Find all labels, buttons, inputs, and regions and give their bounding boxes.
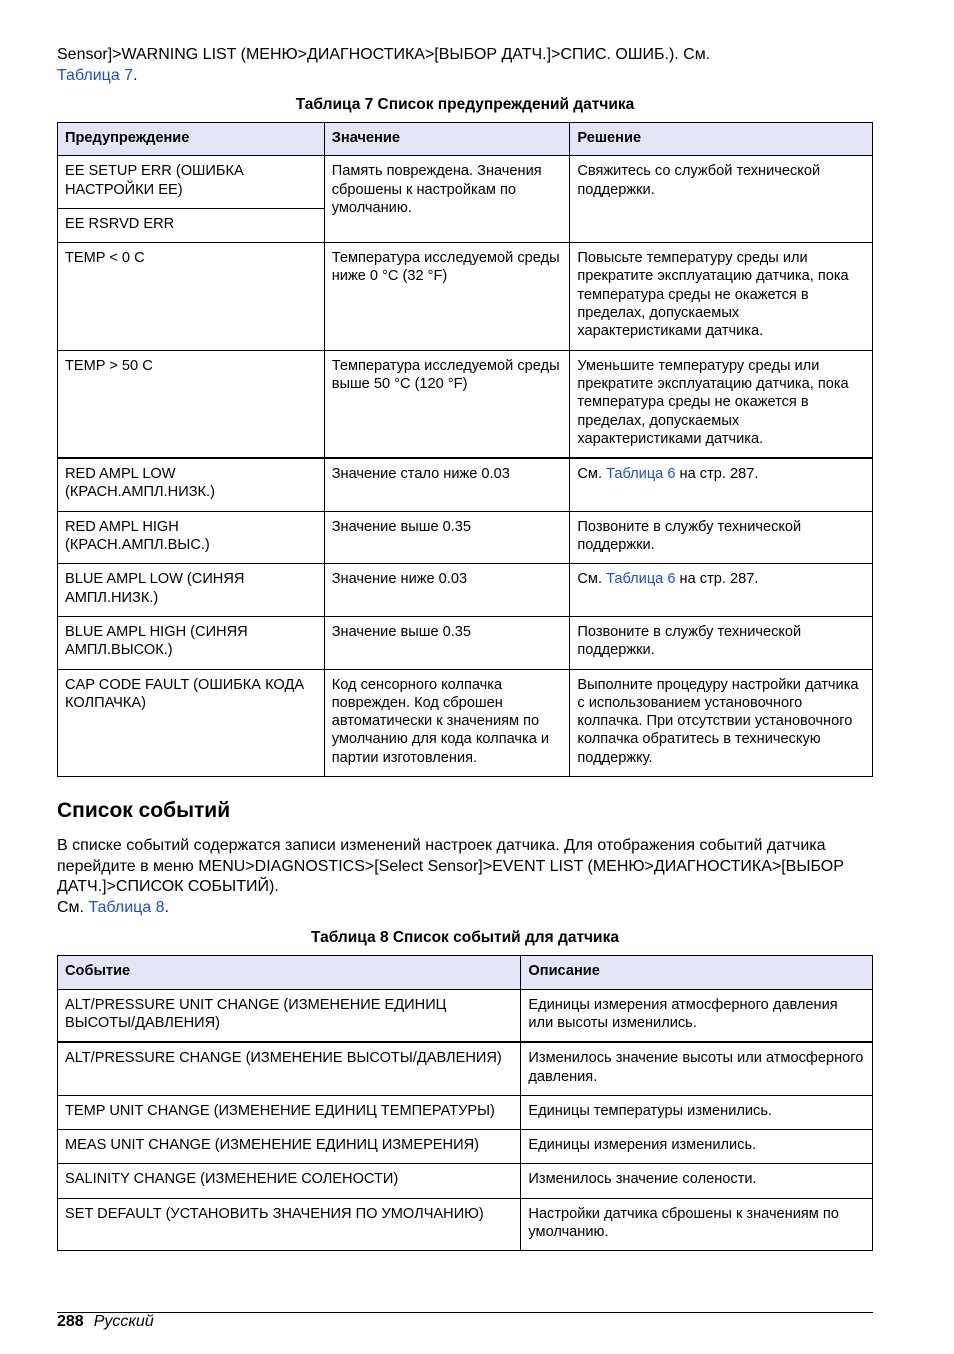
table-row: [58, 350, 873, 458]
intro-text: Sensor]>WARNING LIST (МЕНЮ>ДИАГНОСТИКА>[ВЫБОР ДАТЧ.]>СПИС. ОШИБ.). См.: [57, 46, 711, 63]
cell-event: MEAS UNIT CHANGE (ИЗМЕНЕНИЕ ЕДИНИЦ ИЗМЕРЕНИЯ): [58, 1130, 521, 1164]
table-row: [58, 1042, 873, 1095]
cell-value: Значение выше 0.35: [324, 511, 570, 564]
table-row: [58, 616, 873, 669]
cell-solution: Выполните процедуру настройки датчика с использованием установочного колпачка. При отсутствии установочного колпачка обратитесь в техническую поддержку.: [570, 669, 873, 776]
cell-solution: Свяжитесь со службой технической поддержки.: [570, 156, 873, 243]
events-text: В списке событий содержатся записи изменений настроек датчика. Для отображения событий датчика перейдите в меню MENU>DIAGNOSTICS>[Select Sensor]>EVENT LIST (МЕНЮ>ДИАГНОСТИКА>[ВЫБОР ДАТЧ.]>СПИСОК СОБЫТИЙ).: [57, 837, 844, 896]
table-8-caption: Таблица 8 Список событий для датчика: [311, 929, 619, 947]
cell-solution: [570, 564, 873, 617]
solution-prefix: См.: [577, 466, 607, 483]
cell-warning: TEMP < 0 C: [58, 243, 325, 350]
cell-solution: [570, 458, 873, 511]
table-header-row: [58, 123, 873, 156]
cell-warning: TEMP > 50 C: [58, 350, 325, 458]
table-7-caption: Таблица 7 Список предупреждений датчика: [295, 96, 635, 113]
table-row: [58, 669, 873, 776]
cell-description: Единицы измерения изменились.: [521, 1130, 873, 1164]
cell-warning: EE SETUP ERR (ОШИБКА НАСТРОЙКИ EE): [58, 156, 325, 209]
link-table-7[interactable]: Таблица 7: [57, 67, 134, 84]
page-number: 288: [57, 1313, 84, 1330]
solution-prefix: См.: [577, 571, 607, 588]
cell-event: SET DEFAULT (УСТАНОВИТЬ ЗНАЧЕНИЯ ПО УМОЛЧАНИЮ): [58, 1198, 521, 1251]
cell-solution: Повысьте температуру среды или прекратите эксплуатацию датчика, пока температура среды не окажется в пределах, допускаемых характеристиками датчика.: [570, 243, 873, 350]
cell-warning: BLUE AMPL LOW (СИНЯЯ АМПЛ.НИЗК.): [58, 564, 325, 617]
table-row: [58, 156, 873, 209]
cell-warning: EE RSRVD ERR: [58, 208, 325, 242]
cell-value: Температура исследуемой среды ниже 0 °C (32 °F): [324, 243, 570, 350]
cell-value: Значение ниже 0.03: [324, 564, 570, 617]
see-suffix: .: [164, 898, 169, 916]
table-header-row: [58, 956, 873, 989]
cell-warning: RED AMPL HIGH (КРАСН.АМПЛ.ВЫС.): [58, 511, 325, 564]
cell-event: SALINITY CHANGE (ИЗМЕНЕНИЕ СОЛЕНОСТИ): [58, 1164, 521, 1198]
cell-event: ALT/PRESSURE UNIT CHANGE (ИЗМЕНЕНИЕ ЕДИНИЦ ВЫСОТЫ/ДАВЛЕНИЯ): [58, 989, 521, 1042]
header-solution: Решение: [570, 123, 873, 156]
table-row: [58, 564, 873, 617]
cell-value: Память повреждена. Значения сброшены к настройкам по умолчанию.: [324, 156, 570, 243]
intro-period: .: [133, 67, 138, 84]
header-event: Событие: [58, 956, 521, 989]
events-table: [57, 955, 873, 1251]
cell-description: Единицы измерения атмосферного давления или высоты изменились.: [521, 989, 873, 1042]
events-paragraph: [57, 836, 873, 918]
cell-description: Единицы температуры изменились.: [521, 1095, 873, 1129]
link-table-8[interactable]: Таблица 8: [88, 898, 165, 916]
header-warning: Предупреждение: [58, 123, 325, 156]
cell-warning: BLUE AMPL HIGH (СИНЯЯ АМПЛ.ВЫСОК.): [58, 616, 325, 669]
cell-solution: Уменьшите температуру среды или прекратите эксплуатацию датчика, пока температура среды не окажется в пределах, допускаемых характеристиками датчика.: [570, 350, 873, 458]
cell-event: ALT/PRESSURE CHANGE (ИЗМЕНЕНИЕ ВЫСОТЫ/ДАВЛЕНИЯ): [58, 1042, 521, 1095]
table-row: [58, 243, 873, 350]
link-table-6[interactable]: Таблица 6: [606, 571, 676, 588]
cell-description: Изменилось значение солености.: [521, 1164, 873, 1198]
table-row: [58, 511, 873, 564]
link-table-6[interactable]: Таблица 6: [606, 466, 676, 483]
cell-solution: Позвоните в службу технической поддержки.: [570, 616, 873, 669]
cell-value: Значение стало ниже 0.03: [324, 458, 570, 511]
table-row: [58, 1095, 873, 1129]
table-row: [58, 458, 873, 511]
page-content: [57, 44, 873, 1251]
solution-suffix: на стр. 287.: [675, 466, 759, 483]
cell-event: TEMP UNIT CHANGE (ИЗМЕНЕНИЕ ЕДИНИЦ ТЕМПЕРАТУРЫ): [58, 1095, 521, 1129]
cell-warning: CAP CODE FAULT (ОШИБКА КОДА КОЛПАЧКА): [58, 669, 325, 776]
header-value: Значение: [324, 123, 570, 156]
cell-description: Настройки датчика сброшены к значениям по умолчанию.: [521, 1198, 873, 1251]
solution-suffix: на стр. 287.: [675, 571, 759, 588]
cell-description: Изменилось значение высоты или атмосферного давления.: [521, 1042, 873, 1095]
header-description: Описание: [521, 956, 873, 989]
cell-warning: RED AMPL LOW (КРАСН.АМПЛ.НИЗК.): [58, 458, 325, 511]
table-row: [58, 1130, 873, 1164]
cell-value: Код сенсорного колпачка поврежден. Код сброшен автоматически к значениям по умолчанию для кода колпачка и партии изготовления.: [324, 669, 570, 776]
table-row: [58, 1164, 873, 1198]
intro-paragraph: [57, 44, 873, 86]
cell-solution: Позвоните в службу технической поддержки.: [570, 511, 873, 564]
table-row: [58, 989, 873, 1042]
page-footer: [57, 1312, 873, 1331]
warning-table: [57, 122, 873, 777]
see-prefix: См.: [57, 898, 89, 916]
cell-value: Температура исследуемой среды выше 50 °C (120 °F): [324, 350, 570, 458]
table-row: [58, 1198, 873, 1251]
footer-language: Русский: [93, 1313, 154, 1330]
section-heading: Список событий: [57, 799, 231, 823]
cell-value: Значение выше 0.35: [324, 616, 570, 669]
